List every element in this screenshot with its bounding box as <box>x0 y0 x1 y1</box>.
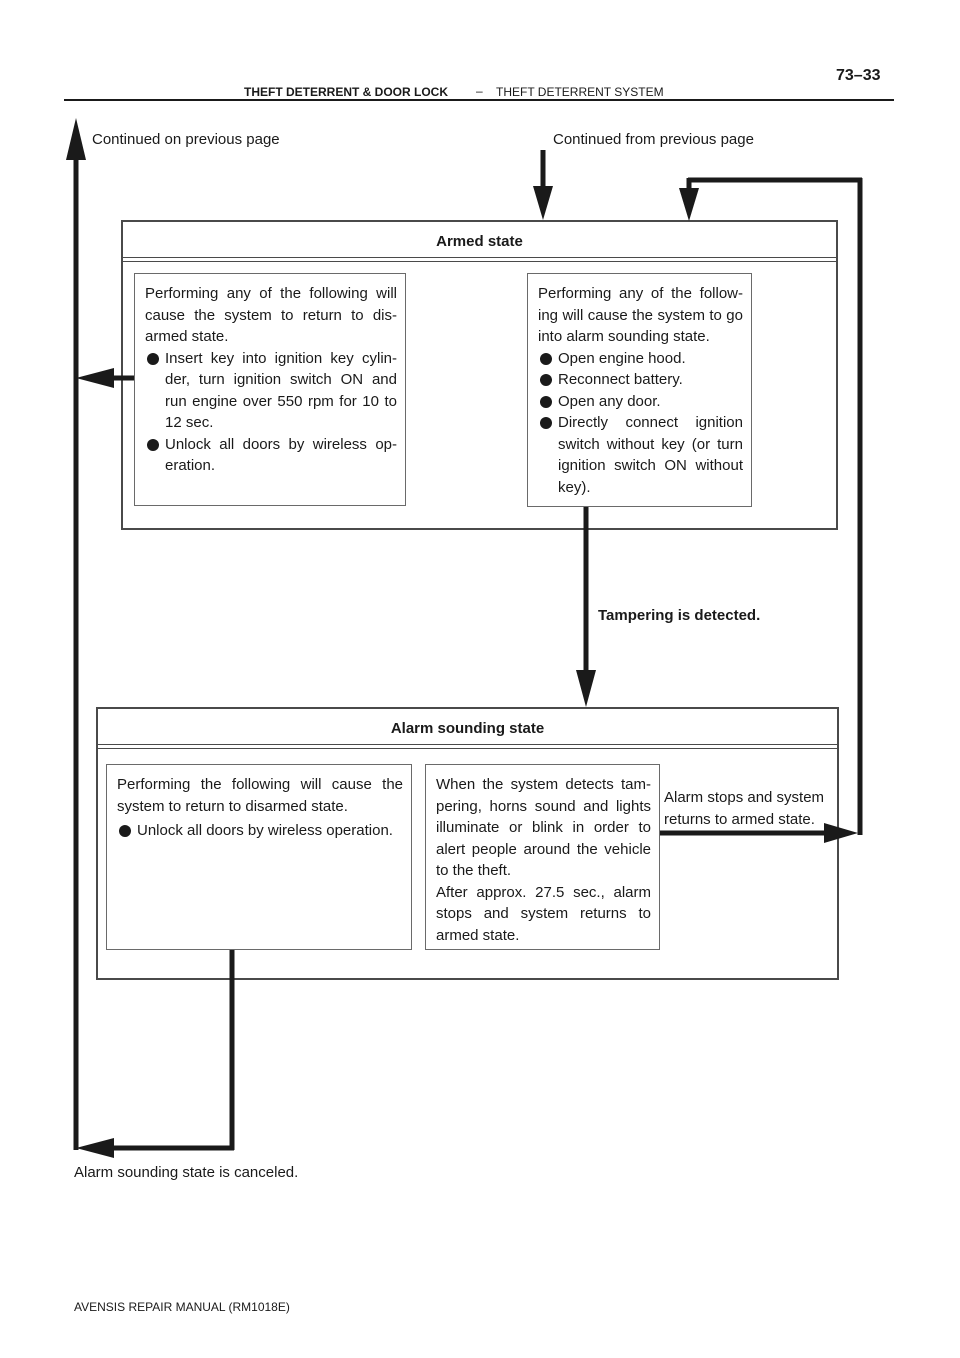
armed-alarm-intro: Performing any of the follow- ing will cause the system to go into alarm sounding state. <box>538 285 743 345</box>
arrow-down-icon <box>679 188 699 221</box>
armed-alarm-item: Open any door. <box>538 391 743 413</box>
header-section: THEFT DETERRENT SYSTEM <box>496 85 664 99</box>
tampering-detected-label: Tampering is detected. <box>598 607 761 624</box>
armed-disarm-item: Unlock all doors by wireless op- eration. <box>145 434 397 477</box>
arrow-down-icon <box>576 670 596 707</box>
arrow-left-icon <box>76 1138 114 1158</box>
armed-disarm-item: Insert key into ignition key cylin- der, turn ignition switch ON and run engine over 550 rpm for 10 to 12 sec. <box>145 348 397 434</box>
armed-disarm-intro: Performing any of the following will cause the system to return to dis- armed state. <box>145 285 397 345</box>
page-number: 73–33 <box>836 67 881 84</box>
arrow-right-icon <box>824 823 858 843</box>
continued-on-previous-label: Continued on previous page <box>92 131 280 148</box>
armed-state-title: Armed state <box>436 233 523 250</box>
armed-alarm-item: Reconnect battery. <box>538 369 743 391</box>
header-separator: – <box>476 84 483 98</box>
alarm-canceled-label: Alarm sounding state is canceled. <box>74 1164 299 1181</box>
alarm-disarm-item: Unlock all doors by wireless operation. <box>117 820 403 842</box>
arrow-down-icon <box>533 186 553 220</box>
alarm-stop-text: After approx. 27.5 sec., alarm stops and system returns to armed state. <box>436 883 651 944</box>
alarm-disarm-intro: Performing the following will cause the system to return to disarmed state. <box>117 776 403 815</box>
arrow-up-icon <box>66 118 86 160</box>
arrow-left-icon <box>76 368 114 388</box>
armed-alarm-item: Open engine hood. <box>538 348 743 370</box>
alarm-sounding-state-title: Alarm sounding state <box>390 720 545 737</box>
armed-alarm-item: Directly connect ignition switch without key (or turn ignition switch ON without key). <box>538 412 743 498</box>
alarm-stops-label: Alarm stops and system returns to armed state. <box>664 787 824 830</box>
footer-manual: AVENSIS REPAIR MANUAL (RM1018E) <box>74 1300 290 1314</box>
continued-from-previous-label: Continued from previous page <box>553 131 754 148</box>
header-chapter: THEFT DETERRENT & DOOR LOCK <box>244 85 448 99</box>
alarm-detect-text: When the system detects tam- pering, horns sound and lights illuminate or blink in order to alert people around the vehicle to the theft. <box>436 776 651 879</box>
